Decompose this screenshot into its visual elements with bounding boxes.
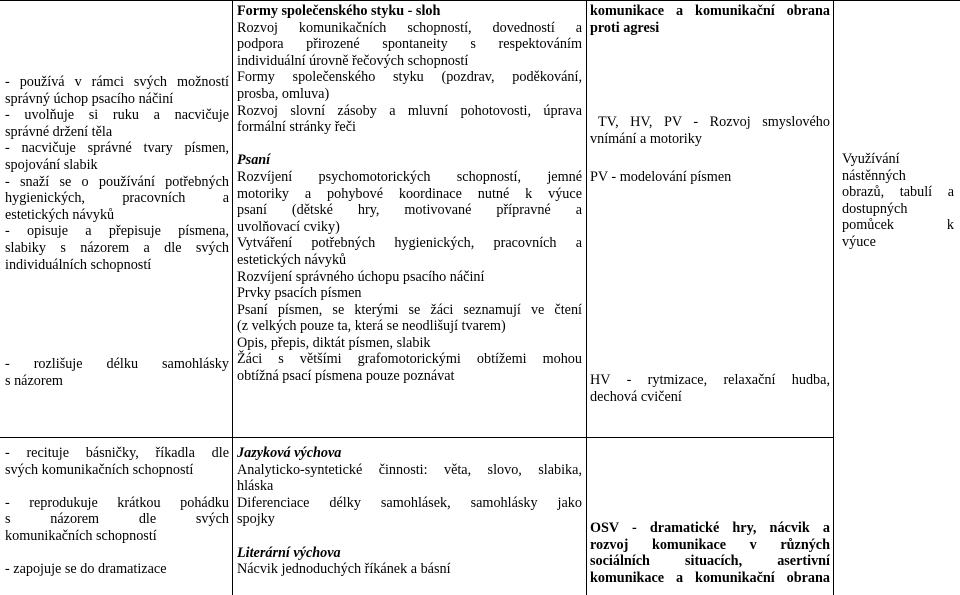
- outcome-line: svých komunikačních schopností: [5, 461, 194, 478]
- row-divider: [0, 437, 833, 438]
- links-cell-hv: [590, 372, 830, 405]
- links-cell-tv-2: [590, 131, 830, 148]
- outcome-line: slabiky s názorem a dle svých: [5, 239, 229, 256]
- outcome-line: estetických návyků: [5, 206, 115, 223]
- content-line: Nácvik jednoduchých říkánek a básní: [237, 561, 451, 578]
- outcome-line: správný úchop psacího náčiní: [5, 90, 174, 107]
- content-line: Rozvíjení psychomotorických schopností, jemné: [237, 168, 582, 185]
- content-line: Opis, přepis, diktát písmen, slabik: [237, 334, 431, 351]
- link-line: OSV - dramatické hry, nácvik a: [590, 520, 830, 536]
- outcome-line: - zapojuje se do dramatizace: [5, 561, 167, 578]
- outcome-line: individuálních schopností: [5, 256, 152, 273]
- table-border-top: [0, 0, 960, 1]
- link-line: proti agresi: [590, 19, 660, 36]
- link-line: komunikace a komunikační obrana: [590, 569, 830, 586]
- links-cell-osv: [590, 520, 830, 586]
- note-line: dostupných: [842, 200, 908, 217]
- outcomes-cell-top: [5, 74, 229, 273]
- outcome-line: - rozlišuje délku samohlásky: [5, 356, 229, 372]
- outcome-line: - opisuje a přepisuje písmena,: [5, 223, 229, 240]
- content-line: uvolňovací cviky): [237, 218, 340, 235]
- content-line: Analyticko-syntetické činnosti: věta, slovo, slabika,: [237, 461, 582, 478]
- section-heading: Formy společenského styku - sloh: [237, 3, 441, 19]
- content-line: podpora přirozené spontaneity s respektováním: [237, 36, 582, 53]
- link-line: sociálních situacích, asertivní: [590, 553, 830, 570]
- outcomes-cell-vowels: [5, 356, 229, 389]
- outcomes-cell-bottom: [5, 445, 229, 578]
- links-cell-tv: [598, 114, 830, 131]
- content-line: Psaní písmen, se kterými se žáci seznamují ve čtení: [237, 301, 582, 318]
- note-line: Využívání: [842, 151, 900, 167]
- note-line: výuce: [842, 233, 876, 250]
- content-line: hláska: [237, 478, 274, 495]
- content-line: psaní (dětské hry, motivované přípravné a: [237, 202, 582, 219]
- outcome-line: - recituje básničky, říkadla dle: [5, 445, 229, 461]
- link-line: vnímání a motoriky: [590, 131, 702, 147]
- content-cell-bottom: [237, 445, 582, 578]
- note-line: pomůcek k: [842, 217, 954, 234]
- section-heading: Literární výchova: [237, 544, 341, 561]
- outcome-line: spojování slabik: [5, 156, 98, 173]
- content-line: formální stránky řeči: [237, 119, 356, 136]
- column-divider-2: [586, 0, 587, 595]
- section-heading: Psaní: [237, 152, 271, 169]
- content-line: (z velkých pouze ta, která se neodlišují tvarem): [237, 318, 506, 335]
- outcome-line: s názorem: [5, 372, 63, 389]
- content-line: Prvky psacích písmen: [237, 285, 362, 302]
- content-line: Rozvoj slovní zásoby a mluvní pohotovosti, úprava: [237, 102, 582, 119]
- content-line: Vytváření potřebných hygienických, pracovních a: [237, 235, 582, 252]
- content-line: motoriky a pohybové koordinace nutné k výuce: [237, 185, 582, 202]
- section-heading: Jazyková výchova: [237, 445, 342, 461]
- content-line: prosba, omluva): [237, 85, 330, 102]
- outcome-line: správné držení těla: [5, 123, 113, 140]
- notes-cell: [842, 151, 954, 251]
- outcome-line: - nacvičuje správné tvary písmen,: [5, 140, 229, 157]
- content-line: spojky: [237, 511, 275, 528]
- link-line: komunikace a komunikační obrana: [590, 3, 830, 19]
- content-line: Diferenciace délky samohlásek, samohlásky jako: [237, 494, 582, 511]
- content-line: Rozvoj komunikačních schopností, dovedností a: [237, 19, 582, 36]
- note-line: nástěnných: [842, 167, 906, 184]
- link-line: PV - modelování písmen: [590, 169, 732, 185]
- links-cell-top: [590, 3, 830, 36]
- content-line: estetických návyků: [237, 251, 347, 268]
- outcome-line: - snaží se o používání potřebných: [5, 173, 229, 190]
- outcome-line: komunikačních schopností: [5, 527, 157, 544]
- link-line: rozvoj komunikace v různých: [590, 536, 830, 553]
- link-line: HV - rytmizace, relaxační hudba,: [590, 372, 830, 388]
- outcome-line: - používá v rámci svých možností: [5, 74, 229, 90]
- outcome-line: - uvolňuje si ruku a nacvičuje: [5, 107, 229, 124]
- content-line: individuální úrovně řečových schopností: [237, 52, 469, 69]
- column-divider-3: [833, 0, 834, 595]
- outcome-line: - reprodukuje krátkou pohádku: [5, 494, 229, 511]
- links-cell-pv: [590, 169, 830, 186]
- content-cell-top: [237, 3, 582, 385]
- content-line: Rozvíjení správného úchopu psacího náčiní: [237, 268, 485, 285]
- outcome-line: s názorem dle svých: [5, 511, 229, 528]
- content-line: Formy společenského styku (pozdrav, poděkování,: [237, 69, 582, 86]
- link-line: dechová cvičení: [590, 388, 682, 405]
- column-divider-1: [232, 0, 233, 595]
- note-line: obrazů, tabulí a: [842, 184, 954, 201]
- link-line: TV, HV, PV - Rozvoj smyslového: [598, 114, 830, 130]
- outcome-line: hygienických, pracovních a: [5, 190, 229, 207]
- content-line: Žáci s většími grafomotorickými obtížemi mohou: [237, 351, 582, 368]
- content-line: obtížná psací písmena pouze poznávat: [237, 368, 455, 385]
